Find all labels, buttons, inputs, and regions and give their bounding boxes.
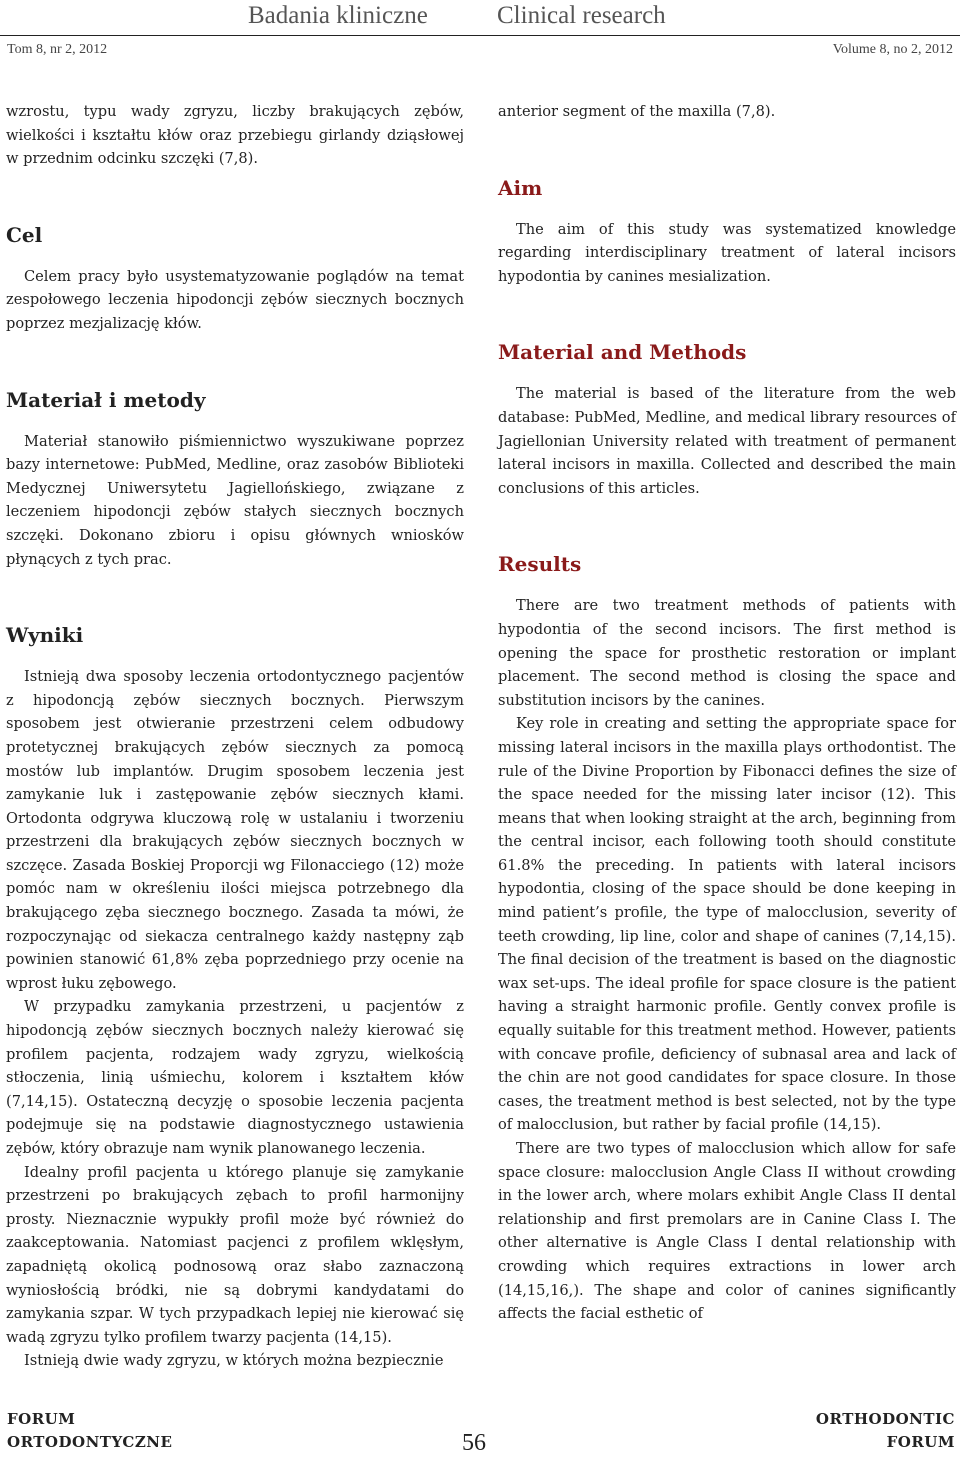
- volume-info-pl: Tom 8, nr 2, 2012: [7, 42, 108, 57]
- results-paragraph-en-2: Key role in creating and setting the appropriate space for missing lateral incisors in the maxilla plays orthodontist. The rule of the Divine Proportion by Fibonacci defines the size of the space needed for the missing later incisor (12). This means that when looking straight at the arch, beginning from the central incisor, each following tooth should constitute 61.8% the preceding. In patients with lateral incisors hypodontia, closing of the space should be done keeping in mind patient’s profile, the type of malocclusion, severity of teeth crowding, lip line, color and shape of canines (7,14,15). The final decision of the treatment is based on the diagnostic wax set-ups. The ideal profile for space closure is the patient having a straight harmonic profile. Gently convex profile is equally suitable for this treatment method. However, patients with concave profile, deficiency of subnasal area and lack of the chin are not good candidates for space closure. In those cases, the treatment method is best selected, not by the type of malocclusion, but rather by facial profile (14,15).: [498, 715, 956, 1134]
- heading-material-i-metody: Materiał i metody: [6, 387, 206, 412]
- footer-journal-en-line1: ORTHODONTIC: [815, 1410, 955, 1428]
- heading-material-and-methods: Material and Methods: [498, 340, 747, 365]
- intro-tail-pl: wzrostu, typu wady zgryzu, liczby brakujących zębów, wielkości i kształtu kłów oraz przebiegu girlandy dziąsłowej w przednim odcinku szczęki (7,8).: [6, 103, 464, 168]
- methods-paragraph-pl: Materiał stanowiło piśmiennictwo wyszukiwane poprzez bazy internetowe: PubMed, Medline, oraz zasobów Biblioteki Medycznej Uniwersytetu Jagiellońskiego, związane z leczeniem hipodoncji zębów stałych siecznych bocznych szczęki. Dokonano zbioru i opisu głównych wniosków płynących z tych prac.: [6, 432, 464, 568]
- heading-aim: Aim: [498, 175, 543, 200]
- results-paragraph-en-1: There are two treatment methods of patients with hypodontia of the second incisors. The first method is opening the space for prosthetic restoration or implant placement. The second method is closing the space and substitution incisors by the canines.: [498, 597, 956, 709]
- journal-section-pl: Badania kliniczne: [248, 2, 428, 29]
- methods-paragraph-en: The material is based of the literature from the web database: PubMed, Medline, and medical library resources of Jagiellonian University related with treatment of permanent lateral incisors in maxilla. Collected and described the main conclusions of this articles.: [498, 385, 956, 497]
- english-column: [498, 100, 956, 1326]
- heading-cel: Cel: [6, 222, 43, 247]
- heading-wyniki: Wyniki: [6, 623, 84, 648]
- results-paragraph-pl-2: W przypadku zamykania przestrzeni, u pacjentów z hipodoncją zębów siecznych bocznych należy kierować się profilem pacjenta, rodzajem wady zgryzu, wielkością stłoczenia, linią uśmiechu, kolorem i kształtem kłów (7,14,15). Ostateczną decyzję o sposobie leczenia pacjenta podejmuje się na podstawie diagnostycznego ustawienia zębów, który obrazuje nam wynik planowanego leczenia.: [6, 998, 464, 1157]
- footer-journal-pl-line1: FORUM: [7, 1410, 76, 1428]
- running-header: [0, 0, 960, 34]
- footer-journal-pl-line2: ORTODONTYCZNE: [7, 1433, 173, 1451]
- polish-column: [6, 100, 464, 1373]
- aim-paragraph: The aim of this study was systematized knowledge regarding interdisciplinary treatment of lateral incisors hypodontia by canines mesialization.: [498, 220, 956, 285]
- cel-paragraph: Celem pracy było usystematyzowanie poglądów na temat zespołowego leczenia hipodoncji zębów siecznych bocznych poprzez mezjalizację kłów.: [6, 267, 464, 332]
- journal-section-en: Clinical research: [497, 2, 666, 29]
- heading-results: Results: [498, 552, 582, 577]
- intro-tail-en: anterior segment of the maxilla (7,8).: [498, 103, 776, 120]
- results-paragraph-pl-1: Istnieją dwa sposoby leczenia ortodontycznego pacjentów z hipodoncją zębów siecznych bocznych. Pierwszym sposobem jest otwieranie przestrzeni celem odbudowy protetycznej brakujących zębów siecznych za pomocą mostów lub implantów. Drugim sposobem leczenia jest zamykanie luk i zastępowanie zębów siecznych kłami. Ortodonta odgrywa kluczową rolę w ustalaniu i tworzeniu przestrzeni dla brakujących zębów siecznych bocznych w szczęce. Zasada Boskiej Proporcji wg Filonacciego (12) może pomóc nam w określeniu ilości miejsca potrzebnego dla brakującego zęba siecznego bocznego. Zasada ta mówi, że rozpoczynając od siekacza centralnego każdy następny ząb powinien stanowić 61,8% zęba poprzedniego przy ocenie na wprost łuku zębowego.: [6, 668, 464, 992]
- results-paragraph-en-3: There are two types of malocclusion which allow for safe space closure: malocclusion Angle Class II without crowding in the lower arch, where molars exhibit Angle Class II dental relationship and first premolars are in Canine Class I. The other alternative is Angle Class I dental relationship with crowding which requires extractions in lower arch (14,15,16,). The shape and color of canines significantly affects the facial esthetic of: [498, 1140, 956, 1323]
- footer-journal-en-line2: FORUM: [886, 1433, 955, 1451]
- volume-info-en: Volume 8, no 2, 2012: [832, 42, 953, 57]
- results-paragraph-pl-4: Istnieją dwie wady zgryzu, w których można bezpiecznie: [24, 1352, 444, 1370]
- header-rule: [0, 35, 960, 36]
- page-number: 56: [462, 1430, 486, 1456]
- results-paragraph-pl-3: Idealny profil pacjenta u którego planuje się zamykanie przestrzeni po brakujących zębach to profil harmonijny prosty. Nieznacznie wypukły profil może być również do zaakceptowania. Natomiast pacjenci z profilem wklęsłym, zapadniętą okolicą podnosową oraz słabo zaznaczoną wyniosłością bródki, nie są dobrymi kandydatami do zamykania szpar. W tych przypadkach lepiej nie kierować się wadą zgryzu tylko profilem twarzy pacjenta (14,15).: [6, 1163, 464, 1346]
